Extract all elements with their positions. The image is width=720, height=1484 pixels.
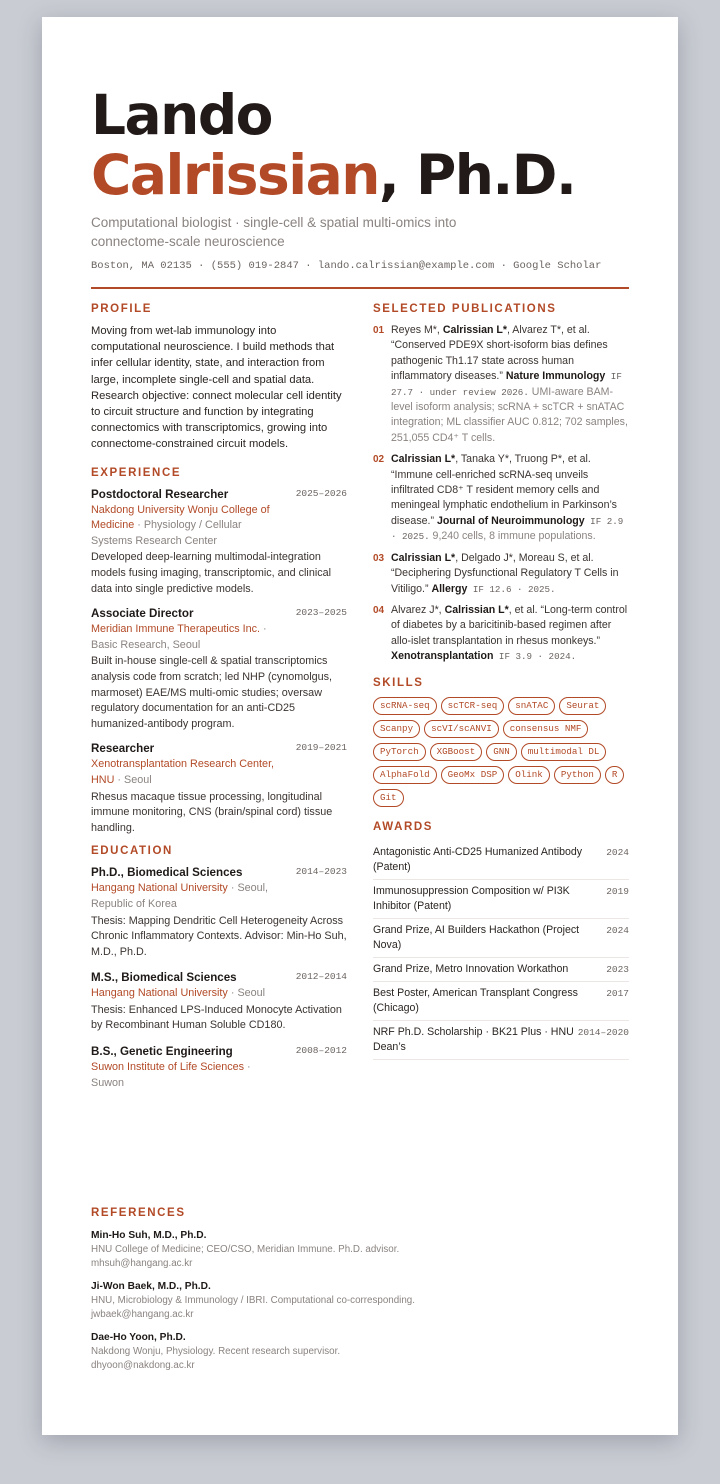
award-year: 2014–2020 bbox=[577, 1026, 629, 1038]
publication-journal: Xenotransplantation bbox=[391, 650, 494, 663]
experience-item bbox=[91, 606, 347, 732]
publication-authors: Reyes M*, bbox=[391, 324, 443, 336]
institution bbox=[91, 986, 281, 1002]
left-column bbox=[91, 303, 347, 1101]
publication-citation: , et al. “Long-term control of diabetes by a baricitinib-based regimen after allo-islet transplantation in rhesus monkeys.” bbox=[391, 603, 628, 647]
experience-list bbox=[91, 487, 347, 837]
institution bbox=[91, 1060, 281, 1091]
skill-chip: Git bbox=[373, 789, 404, 807]
organization-name: Xenotransplantation Research Center, HNU bbox=[91, 758, 275, 786]
job-description: Developed deep-learning multimodal-integration models fusing imaging, transcriptomic, and clinical data into single predictive models. bbox=[91, 551, 332, 595]
award-item bbox=[373, 958, 629, 982]
awards-list bbox=[373, 841, 629, 1060]
award-year: 2019 bbox=[606, 885, 629, 897]
degree-dates: 2012–2014 bbox=[295, 971, 347, 983]
publication-number: 04 bbox=[373, 604, 385, 616]
publication-self-author: Calrissian L* bbox=[391, 453, 456, 466]
skill-chip: R bbox=[605, 766, 625, 784]
tagline: Computational biologist · single-cell & spatial multi-omics into connectome-scale neuroscience bbox=[91, 215, 457, 249]
award-item bbox=[373, 841, 629, 880]
education-heading: EDUCATION bbox=[91, 845, 173, 858]
awards-section bbox=[373, 821, 629, 1060]
skill-chip: XGBoost bbox=[430, 743, 483, 761]
reference-name: Min-Ho Suh, M.D., Ph.D. bbox=[91, 1230, 207, 1241]
award-year: 2024 bbox=[606, 846, 629, 858]
skill-chip: scRNA-seq bbox=[373, 697, 437, 715]
award-item bbox=[373, 1021, 629, 1060]
institution-detail: · Seoul, Republic of Korea bbox=[91, 882, 269, 910]
awards-heading: AWARDS bbox=[373, 820, 434, 833]
award-title: Antagonistic Anti-CD25 Humanized Antibody (Patent) bbox=[373, 845, 583, 873]
skill-chip: multimodal DL bbox=[521, 743, 607, 761]
reference-email: dhyoon@nakdong.ac.kr bbox=[91, 1360, 195, 1371]
experience-section bbox=[91, 467, 347, 837]
job-dates: 2025–2026 bbox=[295, 487, 347, 499]
candidate-name bbox=[91, 85, 575, 205]
education-item bbox=[91, 865, 347, 960]
reference-email: mhsuh@hangang.ac.kr bbox=[91, 1258, 193, 1269]
publication-impact: IF 27.7 · under review 2026. bbox=[391, 371, 622, 398]
references-section bbox=[91, 1207, 629, 1382]
experience-item bbox=[91, 741, 347, 836]
degree-title: Ph.D., Biomedical Sciences bbox=[91, 866, 243, 880]
name-suffix: , Ph.D. bbox=[378, 143, 576, 207]
reference-email: jwbaek@hangang.ac.kr bbox=[91, 1309, 194, 1320]
first-name: Lando bbox=[91, 83, 272, 147]
job-organization bbox=[91, 503, 281, 550]
skill-chip: AlphaFold bbox=[373, 766, 437, 784]
publication-journal: Nature Immunology bbox=[505, 370, 606, 383]
publication-notes: UMI-aware BAM-level isoform analysis; scRNA + scTCR + snATAC integration; ML classifier AUC 0.812; 702 samples, 251,055 CD4⁺ T cells. bbox=[391, 385, 628, 444]
organization-detail: · Seoul bbox=[114, 773, 152, 786]
resume-page bbox=[42, 17, 678, 1435]
job-title: Researcher bbox=[91, 742, 155, 756]
profile-text: Moving from wet-lab immunology into computational neuroscience. I build methods that infer cellular identity, state, and interaction from large, incomplete single-cell and spatial data. Research objective: connect molecular cell identity to circuit structure and function by integrating connectomics with transcriptomics, growing into connectome-constrained circuit models. bbox=[91, 325, 342, 451]
job-description: Rhesus macaque tissue processing, longitudinal immune monitoring, CNS (brain/spinal cord) tissue handling. bbox=[91, 790, 333, 834]
skill-chip: Olink bbox=[508, 766, 550, 784]
publication-self-author: Calrissian L* bbox=[444, 603, 509, 616]
publication-item bbox=[373, 603, 629, 665]
publication-number: 01 bbox=[373, 325, 385, 336]
publication-journal: Allergy bbox=[431, 582, 468, 595]
publication-citation: , Delgado J*, Moreau S, et al. “Deciphering Dysfunctional Regulatory T Cells in Vitiligo.” bbox=[391, 551, 619, 595]
reference-item bbox=[91, 1331, 629, 1373]
publication-authors: Alvarez J*, bbox=[391, 603, 445, 616]
award-title: Best Poster, American Transplant Congress (Chicago) bbox=[373, 986, 578, 1014]
publication-item bbox=[373, 452, 629, 544]
skill-chip: PyTorch bbox=[373, 743, 426, 761]
degree-dates: 2014–2023 bbox=[295, 866, 347, 878]
publication-impact: IF 2.9 · 2025. bbox=[391, 515, 624, 543]
skills-section bbox=[373, 677, 629, 807]
reference-item bbox=[91, 1280, 629, 1322]
organization-name: Nakdong University Wonju College of Medicine bbox=[91, 503, 270, 532]
organization-detail: · Basic Research, Seoul bbox=[91, 623, 267, 651]
job-title: Postdoctoral Researcher bbox=[91, 487, 229, 501]
award-title: Grand Prize, AI Builders Hackathon (Project Nova) bbox=[373, 923, 580, 951]
last-name: Calrissian bbox=[91, 143, 379, 207]
skill-chip: scTCR-seq bbox=[441, 697, 505, 715]
reference-affiliation: HNU, Microbiology & Immunology / IBRI. Computational co-corresponding. bbox=[91, 1295, 415, 1306]
award-title: NRF Ph.D. Scholarship · BK21 Plus · HNU Dean’s bbox=[373, 1025, 574, 1053]
reference-name: Ji-Won Baek, M.D., Ph.D. bbox=[91, 1281, 211, 1292]
skill-chip: GNN bbox=[486, 743, 517, 761]
name-line-2 bbox=[91, 145, 575, 205]
thesis-description: Thesis: Mapping Dendritic Cell Heterogeneity Across Chronic Inflammatory Contexts. Advisor: Min-Ho Suh, M.D., Ph.D. bbox=[91, 914, 347, 958]
profile-heading: PROFILE bbox=[91, 303, 153, 315]
institution-name: Hangang National University bbox=[91, 987, 228, 1000]
publications-heading: SELECTED PUBLICATIONS bbox=[373, 303, 557, 315]
degree-title: B.S., Genetic Engineering bbox=[91, 1045, 233, 1059]
skill-chip: consensus NMF bbox=[503, 720, 589, 738]
education-list bbox=[91, 865, 347, 1091]
experience-heading: EXPERIENCE bbox=[91, 466, 182, 479]
publication-citation: , Alvarez T*, et al. “Conserved PDE9X short-isoform bias defines pathogenic Th1.17 state across human inflammatory diseases.” bbox=[391, 324, 608, 383]
publication-impact: IF 3.9 · 2024. bbox=[493, 651, 577, 663]
skill-chip: snATAC bbox=[508, 697, 555, 715]
award-year: 2017 bbox=[606, 987, 629, 999]
publication-number: 03 bbox=[373, 552, 385, 564]
skill-chip: Python bbox=[554, 766, 601, 784]
degree-title: M.S., Biomedical Sciences bbox=[91, 971, 237, 985]
publication-impact: IF 12.6 · 2025. bbox=[467, 583, 556, 595]
right-column bbox=[373, 303, 629, 1060]
education-item bbox=[91, 970, 347, 1034]
award-title: Immunosuppression Composition w/ PI3K Inhibitor (Patent) bbox=[373, 884, 570, 912]
job-dates: 2023–2025 bbox=[295, 607, 347, 619]
contact-line: Boston, MA 02135 · (555) 019-2847 · lando.calrissian@example.com · Google Scholar bbox=[91, 260, 602, 272]
job-title: Associate Director bbox=[91, 607, 194, 621]
thesis-description: Thesis: Enhanced LPS-Induced Monocyte Activation by Recombinant Human Soluble CD180. bbox=[91, 1003, 342, 1032]
skills-list bbox=[373, 697, 629, 807]
publication-item bbox=[373, 551, 629, 597]
degree-dates: 2008–2012 bbox=[295, 1045, 347, 1057]
publication-notes: 9,240 cells, 8 immune populations. bbox=[429, 530, 596, 543]
award-title: Grand Prize, Metro Innovation Workathon bbox=[373, 962, 569, 975]
institution bbox=[91, 881, 281, 912]
award-year: 2024 bbox=[606, 924, 629, 936]
experience-item bbox=[91, 487, 347, 598]
reference-affiliation: Nakdong Wonju, Physiology. Recent research supervisor. bbox=[91, 1346, 341, 1357]
reference-affiliation: HNU College of Medicine; CEO/CSO, Meridian Immune. Ph.D. advisor. bbox=[91, 1244, 400, 1255]
profile-section bbox=[91, 303, 347, 453]
publication-journal: Journal of Neuroimmunology bbox=[436, 514, 585, 527]
skills-heading: SKILLS bbox=[373, 676, 424, 689]
job-description: Built in-house single-cell & spatial transcriptomics analysis code from scratch; led NHP (cynomolgus, marmoset) EAE/MS multi-omic studies; oversaw regulatory documentation for an anti-CD25 humanized-antibody program. bbox=[91, 655, 333, 730]
education-item bbox=[91, 1044, 347, 1091]
header-divider bbox=[91, 287, 629, 289]
references-list bbox=[91, 1229, 629, 1373]
organization-name: Meridian Immune Therapeutics Inc. bbox=[91, 623, 261, 636]
institution-detail: · Seoul bbox=[227, 987, 266, 1000]
publications-list bbox=[373, 323, 629, 665]
publication-citation: , Tanaka Y*, Truong P*, et al. “Immune cell-enriched scRNA-seq unveils infiltrated CD8⁺ T resident memory cells and meningeal lymphatic endothelium in Parkinson’s disease.” bbox=[391, 453, 617, 527]
publication-number: 02 bbox=[373, 454, 385, 466]
award-item bbox=[373, 982, 629, 1021]
job-organization bbox=[91, 622, 281, 653]
education-section bbox=[91, 845, 347, 1091]
skill-chip: Scanpy bbox=[373, 720, 420, 738]
skill-chip: GeoMx DSP bbox=[441, 766, 505, 784]
publication-item bbox=[373, 323, 629, 446]
references-heading: REFERENCES bbox=[91, 1207, 186, 1219]
publications-section bbox=[373, 303, 629, 665]
award-item bbox=[373, 880, 629, 919]
skill-chip: scVI/scANVI bbox=[424, 720, 499, 738]
award-item bbox=[373, 919, 629, 958]
institution-detail: · Suwon bbox=[91, 1061, 251, 1089]
publication-self-author: Calrissian L* bbox=[442, 324, 507, 336]
publication-self-author: Calrissian L* bbox=[391, 551, 456, 564]
skill-chip: Seurat bbox=[559, 697, 606, 715]
award-year: 2023 bbox=[606, 963, 629, 975]
reference-name: Dae-Ho Yoon, Ph.D. bbox=[91, 1332, 186, 1343]
reference-item bbox=[91, 1229, 629, 1271]
institution-name: Suwon Institute of Life Sciences bbox=[91, 1061, 245, 1074]
institution-name: Hangang National University bbox=[91, 882, 228, 895]
job-dates: 2019–2021 bbox=[295, 742, 347, 754]
job-organization bbox=[91, 757, 281, 788]
organization-detail: · Physiology / Cellular Systems Research Center bbox=[91, 519, 242, 547]
